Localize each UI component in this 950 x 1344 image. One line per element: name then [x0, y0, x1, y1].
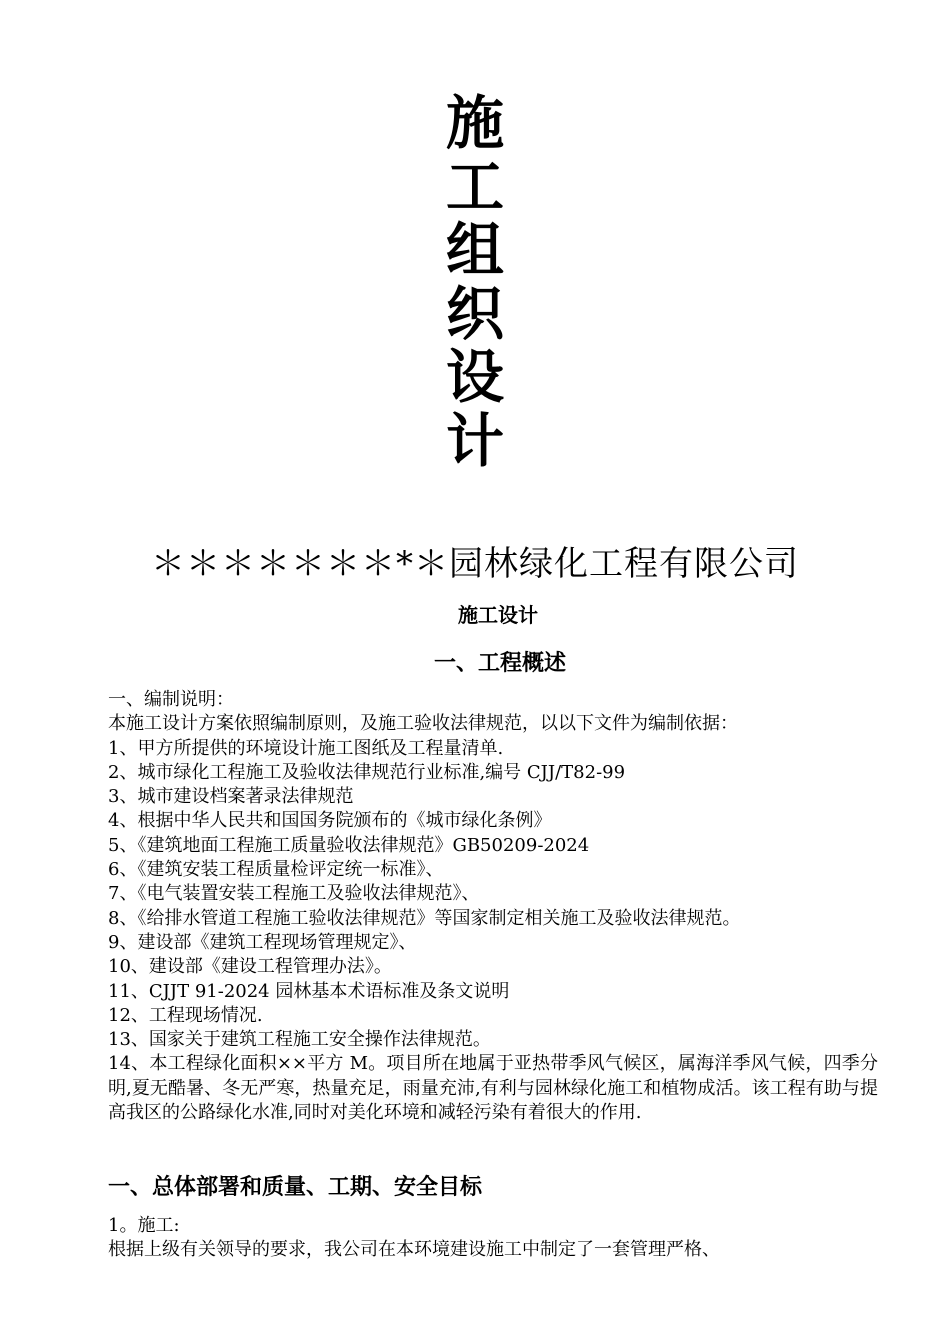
- body-line: 7、《电气装置安装工程施工及验收法律规范》、: [108, 883, 480, 905]
- cover-title-char: 工: [445, 152, 504, 221]
- document-subtitle: 施工设计: [458, 603, 538, 627]
- cover-title-char: 设: [445, 343, 504, 411]
- body-line: 11、CJJT 91-2024 园林基本术语标准及条文说明: [108, 980, 510, 1002]
- cover-title: [0, 89, 950, 475]
- body-line: 2、城市绿化工程施工及验收法律规范行业标准,编号 CJJ/T82-99: [108, 761, 626, 783]
- body-line: 4、根据中华人民共和国国务院颁布的《城市绿化条例》: [108, 810, 552, 832]
- body-line: 根据上级有关领导的要求，我公司在本环境建设施工中制定了一套管理严格、: [108, 1239, 720, 1261]
- cover-title-char: 计: [445, 406, 504, 475]
- company-name: ＊＊＊＊＊＊＊*＊园林绿化工程有限公司: [151, 544, 799, 584]
- body-line: 本施工设计方案依照编制原则，及施工验收法律规范，以以下文件为编制依据：: [108, 713, 738, 735]
- body-line: 一、编制说明：: [108, 689, 234, 710]
- cover-title-char: 组: [445, 216, 504, 284]
- deployment-body: [108, 1214, 898, 1263]
- body-line: 6、《建筑安装工程质量检评定统一标准》、: [108, 859, 444, 881]
- body-line: 10、建设部《建设工程管理办法》。: [108, 956, 392, 978]
- body-line: 8、《给排水管道工程施工验收法律规范》等国家制定相关施工及验收法律规范。: [108, 907, 741, 929]
- cover-title-char: 施: [445, 89, 504, 157]
- body-line: 13、国家关于建筑工程施工安全操作法律规范。: [108, 1029, 491, 1051]
- body-line: 5、《建筑地面工程施工质量验收法律规范》GB50209-2024: [108, 834, 590, 856]
- body-line: 3、城市建设档案著录法律规范: [108, 786, 354, 808]
- body-line: 1。施工:: [108, 1215, 180, 1236]
- section-title-overview: 一、工程概述: [433, 651, 566, 676]
- section-title-deployment: 一、总体部署和质量、工期、安全目标: [108, 1175, 483, 1200]
- body-paragraph: 14、本工程绿化面积××平方 M。项目所在地属于亚热带季风气候区，属海洋季风气候，四季分明,夏无酷暑、冬无严寒，热量充足，雨量充沛,有利与园林绿化施工和植物成活。该工程有助与提高我区的公路绿化水准,同时对美化环境和减轻污染有着很大的作用.: [108, 1053, 878, 1124]
- body-line: 9、建设部《建筑工程现场管理规定》、: [108, 931, 417, 953]
- overview-body: [108, 688, 898, 1125]
- body-line: 1、甲方所提供的环境设计施工图纸及工程量清单.: [108, 737, 504, 759]
- body-line: 12、工程现场情况.: [108, 1004, 263, 1026]
- cover-title-char: 织: [445, 279, 504, 348]
